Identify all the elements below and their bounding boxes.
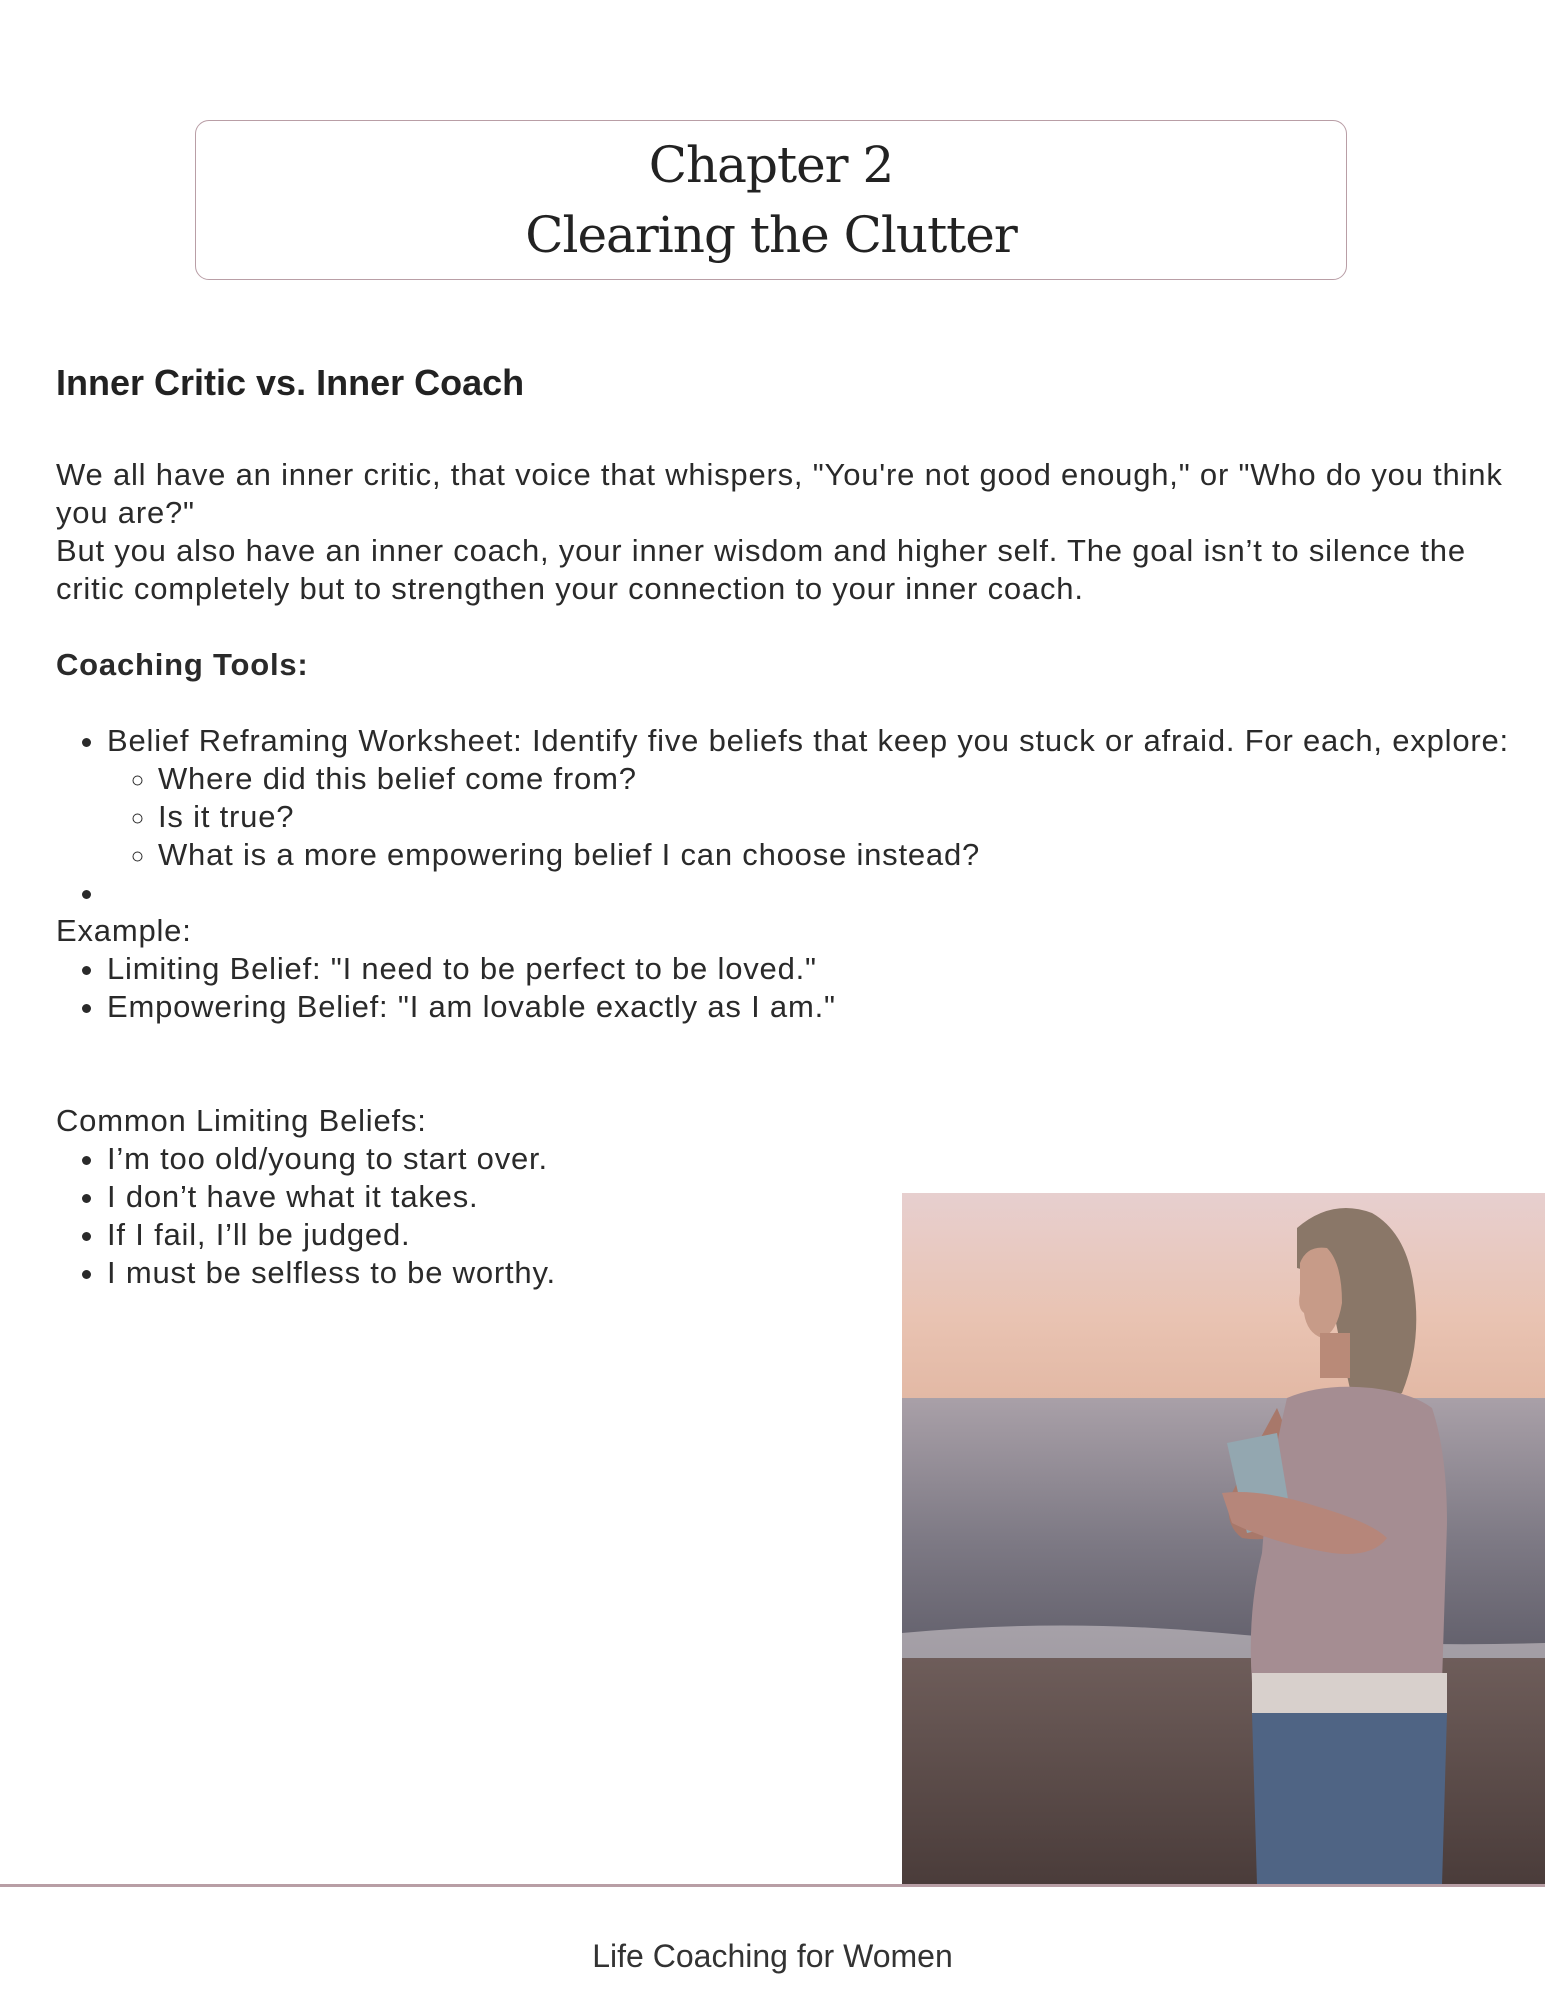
list-item: ◦ What is a more empowering belief I can choose instead? bbox=[158, 836, 1516, 874]
list-item: • Limiting Belief: "I need to be perfect to be loved." bbox=[107, 950, 1516, 988]
chapter-title: Clearing the Clutter bbox=[525, 206, 1017, 264]
footer-text: Life Coaching for Women bbox=[592, 1938, 953, 1974]
worksheet-text: Belief Reframing Worksheet: Identify five beliefs that keep you stuck or afraid. For each, explore: bbox=[107, 723, 1509, 758]
list-item: • I don’t have what it takes. bbox=[107, 1178, 1516, 1216]
empty-list-item bbox=[107, 874, 1516, 912]
chapter-title-box bbox=[195, 120, 1347, 280]
list-item: • I must be selfless to be worthy. bbox=[107, 1254, 1516, 1292]
chapter-number: Chapter 2 bbox=[648, 136, 894, 194]
common-beliefs-label: Common Limiting Beliefs: bbox=[56, 1103, 427, 1138]
coaching-tools-heading: Coaching Tools: bbox=[56, 647, 309, 682]
list-item: ◦ Where did this belief come from? bbox=[158, 760, 1516, 798]
beach-woman-photo bbox=[902, 1193, 1545, 1885]
list-item: • If I fail, I’ll be judged. bbox=[107, 1216, 1516, 1254]
list-item: ◦ Is it true? bbox=[158, 798, 1516, 836]
section-heading: Inner Critic vs. Inner Coach bbox=[56, 362, 525, 403]
coaching-tools-list bbox=[56, 722, 1516, 912]
intro-paragraph-2: But you also have an inner coach, your inner wisdom and higher self. The goal isn’t to silence the critic completely but to strengthen your connection to your inner coach. bbox=[56, 533, 1466, 606]
intro-paragraph-1: We all have an inner critic, that voice that whispers, "You're not good enough," or "Who do you think you are?" bbox=[56, 457, 1503, 530]
page-content bbox=[56, 456, 1516, 1292]
list-item: • Empowering Belief: "I am lovable exactly as I am." bbox=[107, 988, 1516, 1026]
footer-divider bbox=[0, 1884, 1545, 1887]
list-item bbox=[107, 722, 1516, 874]
example-list bbox=[56, 950, 1516, 1026]
example-label: Example: bbox=[56, 913, 192, 948]
worksheet-questions bbox=[107, 760, 1516, 874]
list-item: • I’m too old/young to start over. bbox=[107, 1140, 1516, 1178]
